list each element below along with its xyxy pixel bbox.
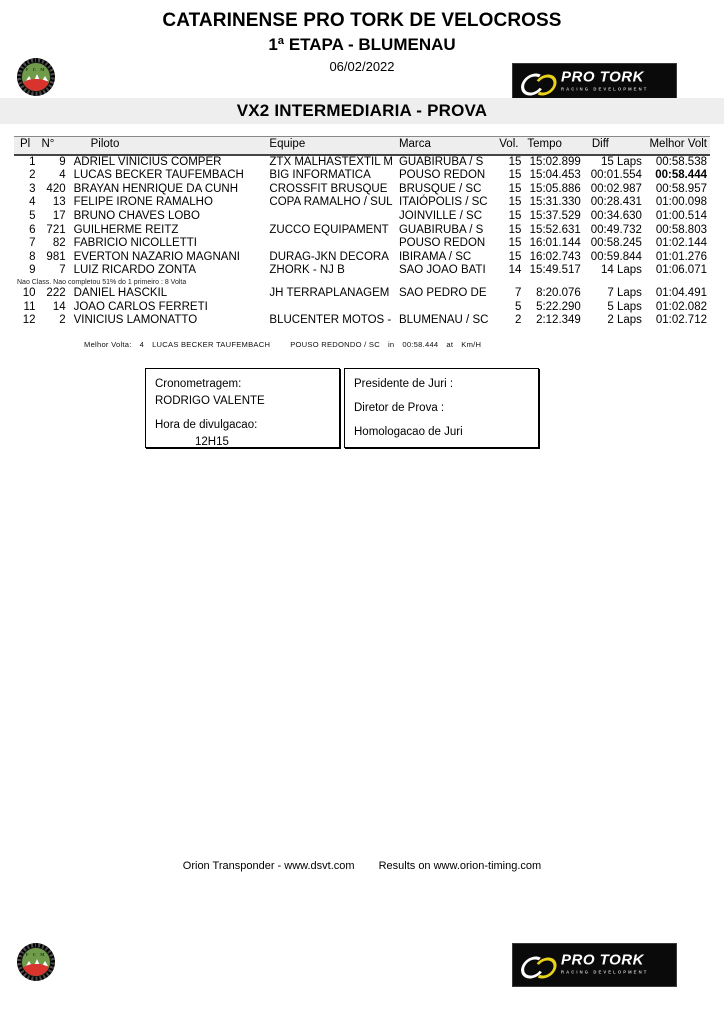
cell-team <box>266 210 396 224</box>
cell-number: 222 <box>46 286 66 299</box>
sponsor-logo-protork-footer <box>512 943 677 987</box>
table-row <box>14 264 710 278</box>
club-logo-letters-footer: F C M <box>25 952 47 957</box>
protork-wordmark-footer <box>561 952 648 975</box>
cell-position: 8 <box>29 250 36 263</box>
not-classified-note: Nao Class. Nao completou 51% do 1 primeiro : 8 Volta <box>17 278 187 286</box>
cell-team: ZHORK - NJ B <box>269 264 345 277</box>
cell-number: 17 <box>52 209 66 222</box>
cell-number: 981 <box>46 250 66 263</box>
race-director-label: Diretor de Prova : <box>354 402 445 414</box>
cell-team: COPA RAMALHO / SUL <box>269 196 393 209</box>
table-row <box>14 301 710 315</box>
cell-brand: BRUSQUE / SC <box>398 182 482 195</box>
cell-diff: 15 Laps <box>601 155 642 168</box>
best-lap-time: 00:58.444 <box>402 340 439 349</box>
cell-time: 15:31.330 <box>529 196 581 209</box>
jury-president-label: Presidente de Juri : <box>354 378 454 390</box>
cell-brand: IBIRAMA / SC <box>398 250 472 263</box>
cell-number: 14 <box>52 300 66 313</box>
cell-rider: EVERTON NAZARIO MAGNANI <box>73 250 240 263</box>
cell-diff: 2 Laps <box>607 314 642 327</box>
cell-brand: JOINVILLE / SC <box>398 209 483 222</box>
cell-laps: 15 <box>508 196 522 209</box>
cell-team: CROSSFIT BRUSQUE <box>269 182 388 195</box>
cell-rider: BRUNO CHAVES LOBO <box>73 209 200 222</box>
cell-best-lap: 00:58.538 <box>655 155 707 168</box>
cell-number: 13 <box>52 196 66 209</box>
table-header-row <box>14 137 710 155</box>
cell-brand: GUABIRUBA / S <box>398 155 484 168</box>
cell-laps: 15 <box>508 182 522 195</box>
cell-rider: LUIZ RICARDO ZONTA <box>73 264 197 277</box>
cell-laps: 14 <box>508 264 522 277</box>
timing-box <box>145 368 340 448</box>
cell-position: 12 <box>22 314 36 327</box>
cell-diff: 00:58.245 <box>590 237 642 250</box>
cell-laps: 5 <box>514 300 522 313</box>
sponsor-tagline-footer: RACING DEVELOPMENT <box>561 969 649 975</box>
cell-team: ZTX MALHASTEXTIL M <box>269 155 393 168</box>
signature-boxes <box>145 368 539 448</box>
table-row <box>14 237 710 251</box>
cell-laps: 15 <box>508 223 522 236</box>
cell-time: 2:12.349 <box>536 314 581 327</box>
cell-position: 3 <box>29 182 36 195</box>
cell-best-lap: 01:00.098 <box>655 196 707 209</box>
cell-laps: 15 <box>508 169 522 182</box>
cell-position: 11 <box>23 300 36 313</box>
cell-rider: BRAYAN HENRIQUE DA CUNH <box>73 182 239 195</box>
cell-rider: FELIPE IRONE RAMALHO <box>73 196 213 209</box>
best-lap-at-label: at <box>446 340 454 349</box>
club-logo-icon <box>17 58 55 96</box>
cell-diff: 00:02.987 <box>590 182 642 195</box>
cell-laps: 15 <box>508 209 522 222</box>
table-row <box>14 169 710 183</box>
best-lap-rider: LUCAS BECKER TAUFEMBACH <box>152 340 271 349</box>
cell-rider: DANIEL HASCKIL <box>73 286 168 299</box>
sponsor-name: PRO TORK <box>561 68 644 86</box>
cell-rider: JOAO CARLOS FERRETI <box>73 300 208 313</box>
protork-wordmark <box>561 69 648 92</box>
cell-position: 4 <box>29 196 36 209</box>
jury-box <box>344 368 539 448</box>
cell-best-lap: 01:02.144 <box>655 237 707 250</box>
protork-swoosh-icon-footer <box>520 956 559 975</box>
column-header-position: Pl <box>14 137 38 155</box>
cell-time: 8:20.076 <box>536 286 581 299</box>
cell-rider: LUCAS BECKER TAUFEMBACH <box>73 169 244 182</box>
cell-diff: 14 Laps <box>601 264 642 277</box>
best-lap-summary <box>84 340 481 349</box>
cell-position: 2 <box>29 169 36 182</box>
category-label: VX2 INTERMEDIARIA - PROVA <box>236 101 488 120</box>
cell-rider: ADRIEL VINICIUS COMPER <box>73 155 222 168</box>
cell-diff: 7 Laps <box>607 286 642 299</box>
sponsor-tagline: RACING DEVELOPMENT <box>561 86 649 92</box>
column-header-rider: Piloto <box>71 137 267 155</box>
footer-results-link: Results on www.orion-timing.com <box>378 860 542 872</box>
footer-transponder: Orion Transponder - www.dsvt.com <box>182 860 355 872</box>
column-header-time: Tempo <box>524 137 583 155</box>
cell-time: 15:52.631 <box>529 223 581 236</box>
table-row <box>14 210 710 224</box>
cell-position: 5 <box>29 209 36 222</box>
cell-position: 7 <box>29 237 36 250</box>
cell-laps: 15 <box>508 250 522 263</box>
results-table-container <box>14 136 710 328</box>
cell-number: 721 <box>46 223 66 236</box>
cell-number: 9 <box>59 155 66 168</box>
cell-best-lap: 01:01.276 <box>655 250 707 263</box>
club-logo-icon-footer <box>17 943 55 981</box>
cell-team <box>266 301 396 315</box>
table-row <box>14 314 710 328</box>
sponsor-logo-protork <box>512 63 677 101</box>
cell-brand: BLUMENAU / SC <box>398 314 489 327</box>
cell-position: 10 <box>22 286 36 299</box>
cell-diff: 5 Laps <box>607 300 642 313</box>
protork-swoosh-icon <box>520 73 559 92</box>
cell-diff: 00:34.630 <box>590 209 642 222</box>
cell-brand: ITAIÓPOLIS / SC <box>398 196 488 209</box>
table-row <box>14 287 710 301</box>
cell-position: 1 <box>29 155 36 168</box>
cell-time: 15:49.517 <box>529 264 581 277</box>
release-time-value: 12H15 <box>195 436 229 448</box>
cell-diff: 00:28.431 <box>590 196 642 209</box>
cell-best-lap: 01:04.491 <box>655 286 707 299</box>
results-table-header <box>14 137 710 155</box>
cell-best-lap: 01:02.082 <box>655 300 707 313</box>
category-bar <box>0 98 724 124</box>
best-lap-label: Melhor Volta: <box>84 340 132 349</box>
table-note-row <box>14 278 710 287</box>
jury-approval-label: Homologacao de Juri <box>354 426 463 438</box>
cell-laps: 15 <box>508 237 522 250</box>
cell-diff: 00:59.844 <box>590 250 642 263</box>
cell-best-lap: 01:00.514 <box>655 209 707 222</box>
cell-number: 420 <box>46 182 66 195</box>
cell-number: 4 <box>59 169 66 182</box>
sponsor-name-footer: PRO TORK <box>561 951 644 969</box>
cell-team: ZUCCO EQUIPAMENT <box>269 223 389 236</box>
best-lap-speed-unit: Km/H <box>461 340 482 349</box>
cell-time: 16:01.144 <box>529 237 581 250</box>
best-lap-number: 4 <box>139 340 145 349</box>
best-lap-in-label: in <box>387 340 395 349</box>
event-date: 06/02/2022 <box>329 59 395 74</box>
cell-best-lap: 01:06.071 <box>655 264 707 277</box>
cell-brand: SAO PEDRO DE <box>398 286 487 299</box>
cell-rider: VINICIUS LAMONATTO <box>73 314 198 327</box>
cell-laps: 15 <box>508 155 522 168</box>
table-row <box>14 251 710 265</box>
results-table-body <box>14 155 710 328</box>
cell-rider: GUILHERME REITZ <box>73 223 179 236</box>
page-title: CATARINENSE PRO TORK DE VELOCROSS <box>162 10 562 31</box>
cell-team: BIG INFORMATICA <box>269 169 371 182</box>
cell-team <box>266 237 396 251</box>
column-header-brand: Marca <box>396 137 496 155</box>
footer-credits <box>0 860 724 872</box>
cell-time: 15:37.529 <box>529 209 581 222</box>
cell-position: 9 <box>29 264 36 277</box>
column-header-best-lap: Melhor Volt <box>645 137 710 155</box>
cell-time: 5:22.290 <box>536 300 581 313</box>
cell-time: 15:02.899 <box>529 155 581 168</box>
cell-brand: POUSO REDON <box>398 169 486 182</box>
club-logo-letters: F C M <box>25 67 47 72</box>
cell-diff: 00:01.554 <box>590 169 642 182</box>
cell-best-lap: 01:02.712 <box>655 314 707 327</box>
table-row <box>14 155 710 170</box>
cell-best-lap: 00:58.803 <box>655 223 707 236</box>
event-stage: 1ª ETAPA - BLUMENAU <box>268 35 456 54</box>
table-row <box>14 196 710 210</box>
timing-name: RODRIGO VALENTE <box>155 395 265 407</box>
cell-time: 15:05.886 <box>529 182 581 195</box>
cell-diff: 00:49.732 <box>590 223 642 236</box>
cell-brand: SAO JOAO BATI <box>398 264 486 277</box>
cell-best-lap: 00:58.444 <box>655 169 707 182</box>
results-table <box>14 136 710 328</box>
cell-laps: 2 <box>514 314 522 327</box>
column-header-number: N° <box>38 137 70 155</box>
cell-number: 82 <box>52 237 66 250</box>
club-logo-red-field-footer <box>21 964 51 977</box>
table-row <box>14 183 710 197</box>
cell-best-lap: 00:58.957 <box>655 182 707 195</box>
page-header <box>0 0 724 95</box>
cell-brand: POUSO REDON <box>398 237 486 250</box>
timing-label: Cronometragem: <box>155 378 242 390</box>
cell-time: 15:04.453 <box>529 169 581 182</box>
club-logo-inner <box>21 62 51 92</box>
cell-team: BLUCENTER MOTOS - <box>269 314 392 327</box>
club-logo-red-field <box>21 79 51 92</box>
column-header-laps: Vol. <box>496 137 524 155</box>
cell-number: 2 <box>59 314 66 327</box>
column-header-team: Equipe <box>266 137 396 155</box>
club-logo-inner-footer <box>21 947 51 977</box>
column-header-diff: Diff <box>584 137 645 155</box>
cell-laps: 7 <box>514 286 522 299</box>
table-row <box>14 224 710 238</box>
cell-team: DURAG-JKN DECORA <box>269 250 389 263</box>
cell-team: JH TERRAPLANAGEM <box>269 286 390 299</box>
release-time-label: Hora de divulgacao: <box>155 419 258 431</box>
cell-rider: FABRICIO NICOLLETTI <box>73 237 197 250</box>
cell-number: 7 <box>59 264 66 277</box>
cell-position: 6 <box>29 223 36 236</box>
cell-brand <box>396 301 496 315</box>
best-lap-city: POUSO REDONDO / SC <box>290 340 380 349</box>
cell-time: 16:02.743 <box>529 250 581 263</box>
cell-brand: GUABIRUBA / S <box>398 223 484 236</box>
